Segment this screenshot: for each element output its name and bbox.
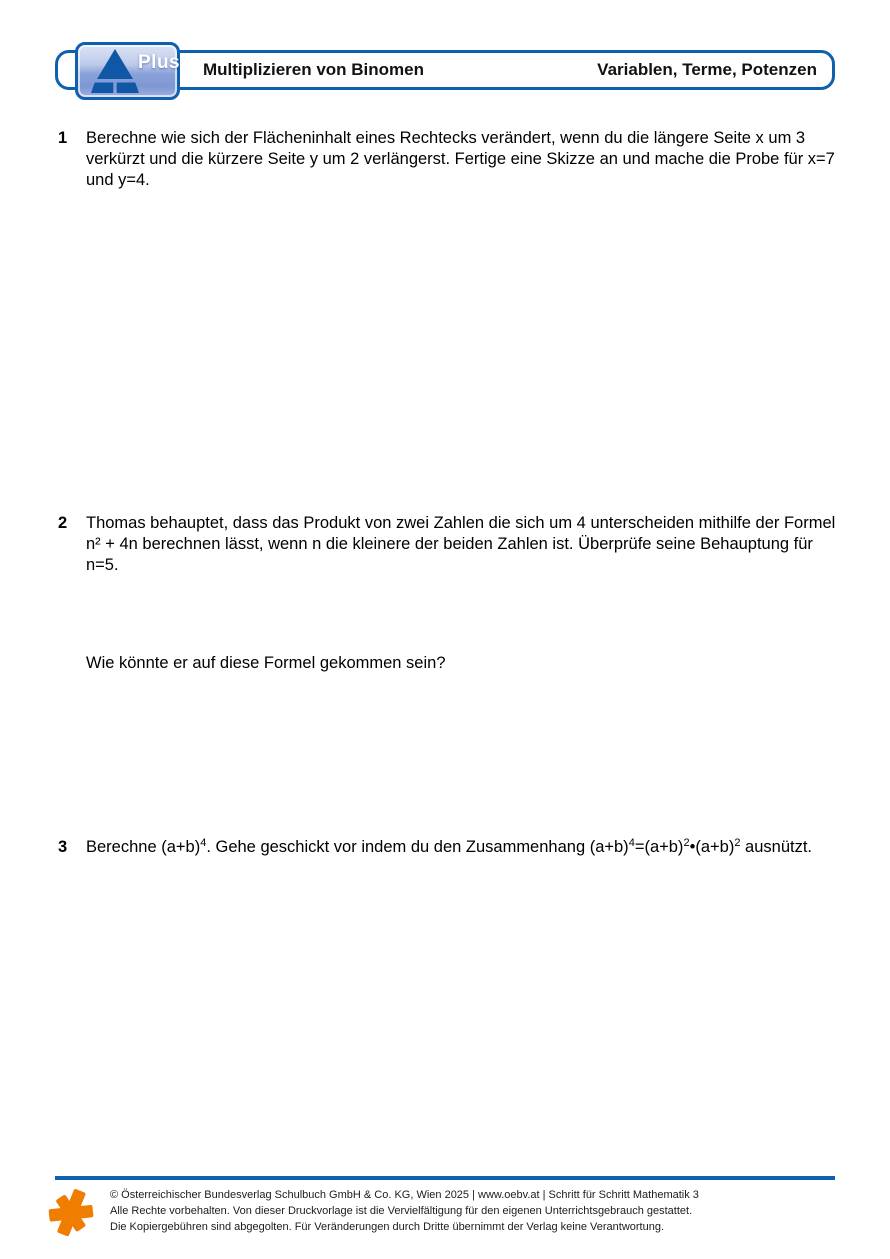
exercise-3-number: 3	[58, 838, 68, 856]
exercise-3-exponent: 4	[200, 837, 207, 849]
exercise-3-segment: •(a+b)	[689, 838, 735, 856]
exercise-3-segment: =(a+b)	[634, 838, 684, 856]
exercise-2-number: 2	[58, 514, 68, 532]
exercise-2-text: Thomas behauptet, dass das Produkt von zwei Zahlen die sich um 4 unterscheiden mithilfe der Formel n² + 4n berechnen lässt, wenn n die kleinere der beiden Zahlen ist. Überprüfe seine Behauptung für n=5.	[86, 514, 836, 574]
plus-series-logo	[75, 42, 180, 100]
header-banner	[55, 50, 835, 90]
exercise-1-number: 1	[58, 129, 68, 147]
exercise-3	[58, 837, 844, 858]
chapter-title: Variablen, Terme, Potenzen	[597, 60, 817, 79]
triangle-logo-icon	[90, 49, 140, 95]
oebv-asterisk-logo-icon	[47, 1188, 95, 1238]
exercise-2	[58, 513, 844, 576]
exercise-3-segment: . Gehe geschickt vor indem du den Zusammenhang (a+b)	[206, 838, 629, 856]
exercise-3-exponent: 4	[628, 837, 635, 849]
footer-divider	[55, 1176, 835, 1180]
logo-plus-label: Plus	[138, 52, 181, 73]
exercise-3-segment: Berechne (a+b)	[86, 838, 201, 856]
exercise-3-exponent: 2	[683, 837, 690, 849]
footer-imprint	[110, 1188, 699, 1235]
exercise-3-segment: ausnützt.	[740, 838, 812, 856]
footer-line-copyright: © Österreichischer Bundesverlag Schulbuch GmbH & Co. KG, Wien 2025 | www.oebv.at | Schritt für Schritt Mathematik 3	[110, 1189, 699, 1201]
footer-line-rights: Alle Rechte vorbehalten. Von dieser Druckvorlage ist die Vervielfältigung für den eigenen Unterrichtsgebrauch gestattet.	[110, 1204, 693, 1217]
worksheet-title: Multiplizieren von Binomen	[203, 60, 425, 79]
exercise-3-text	[86, 837, 842, 858]
footer-line-liability: Die Kopiergebühren sind abgegolten. Für Veränderungen durch Dritte übernimmt der Verlag keine Verantwortung.	[110, 1220, 665, 1233]
exercise-1-text: Berechne wie sich der Flächeninhalt eines Rechtecks verändert, wenn du die längere Seite x um 3 verkürzt und die kürzere Seite y um 2 verlängerst. Fertige eine Skizze an und mache die Probe für x=7 und y=4.	[86, 129, 835, 189]
exercise-1	[58, 128, 844, 191]
exercise-2-followup-question: Wie könnte er auf diese Formel gekommen sein?	[86, 654, 446, 672]
exercise-3-exponent: 2	[734, 837, 741, 849]
